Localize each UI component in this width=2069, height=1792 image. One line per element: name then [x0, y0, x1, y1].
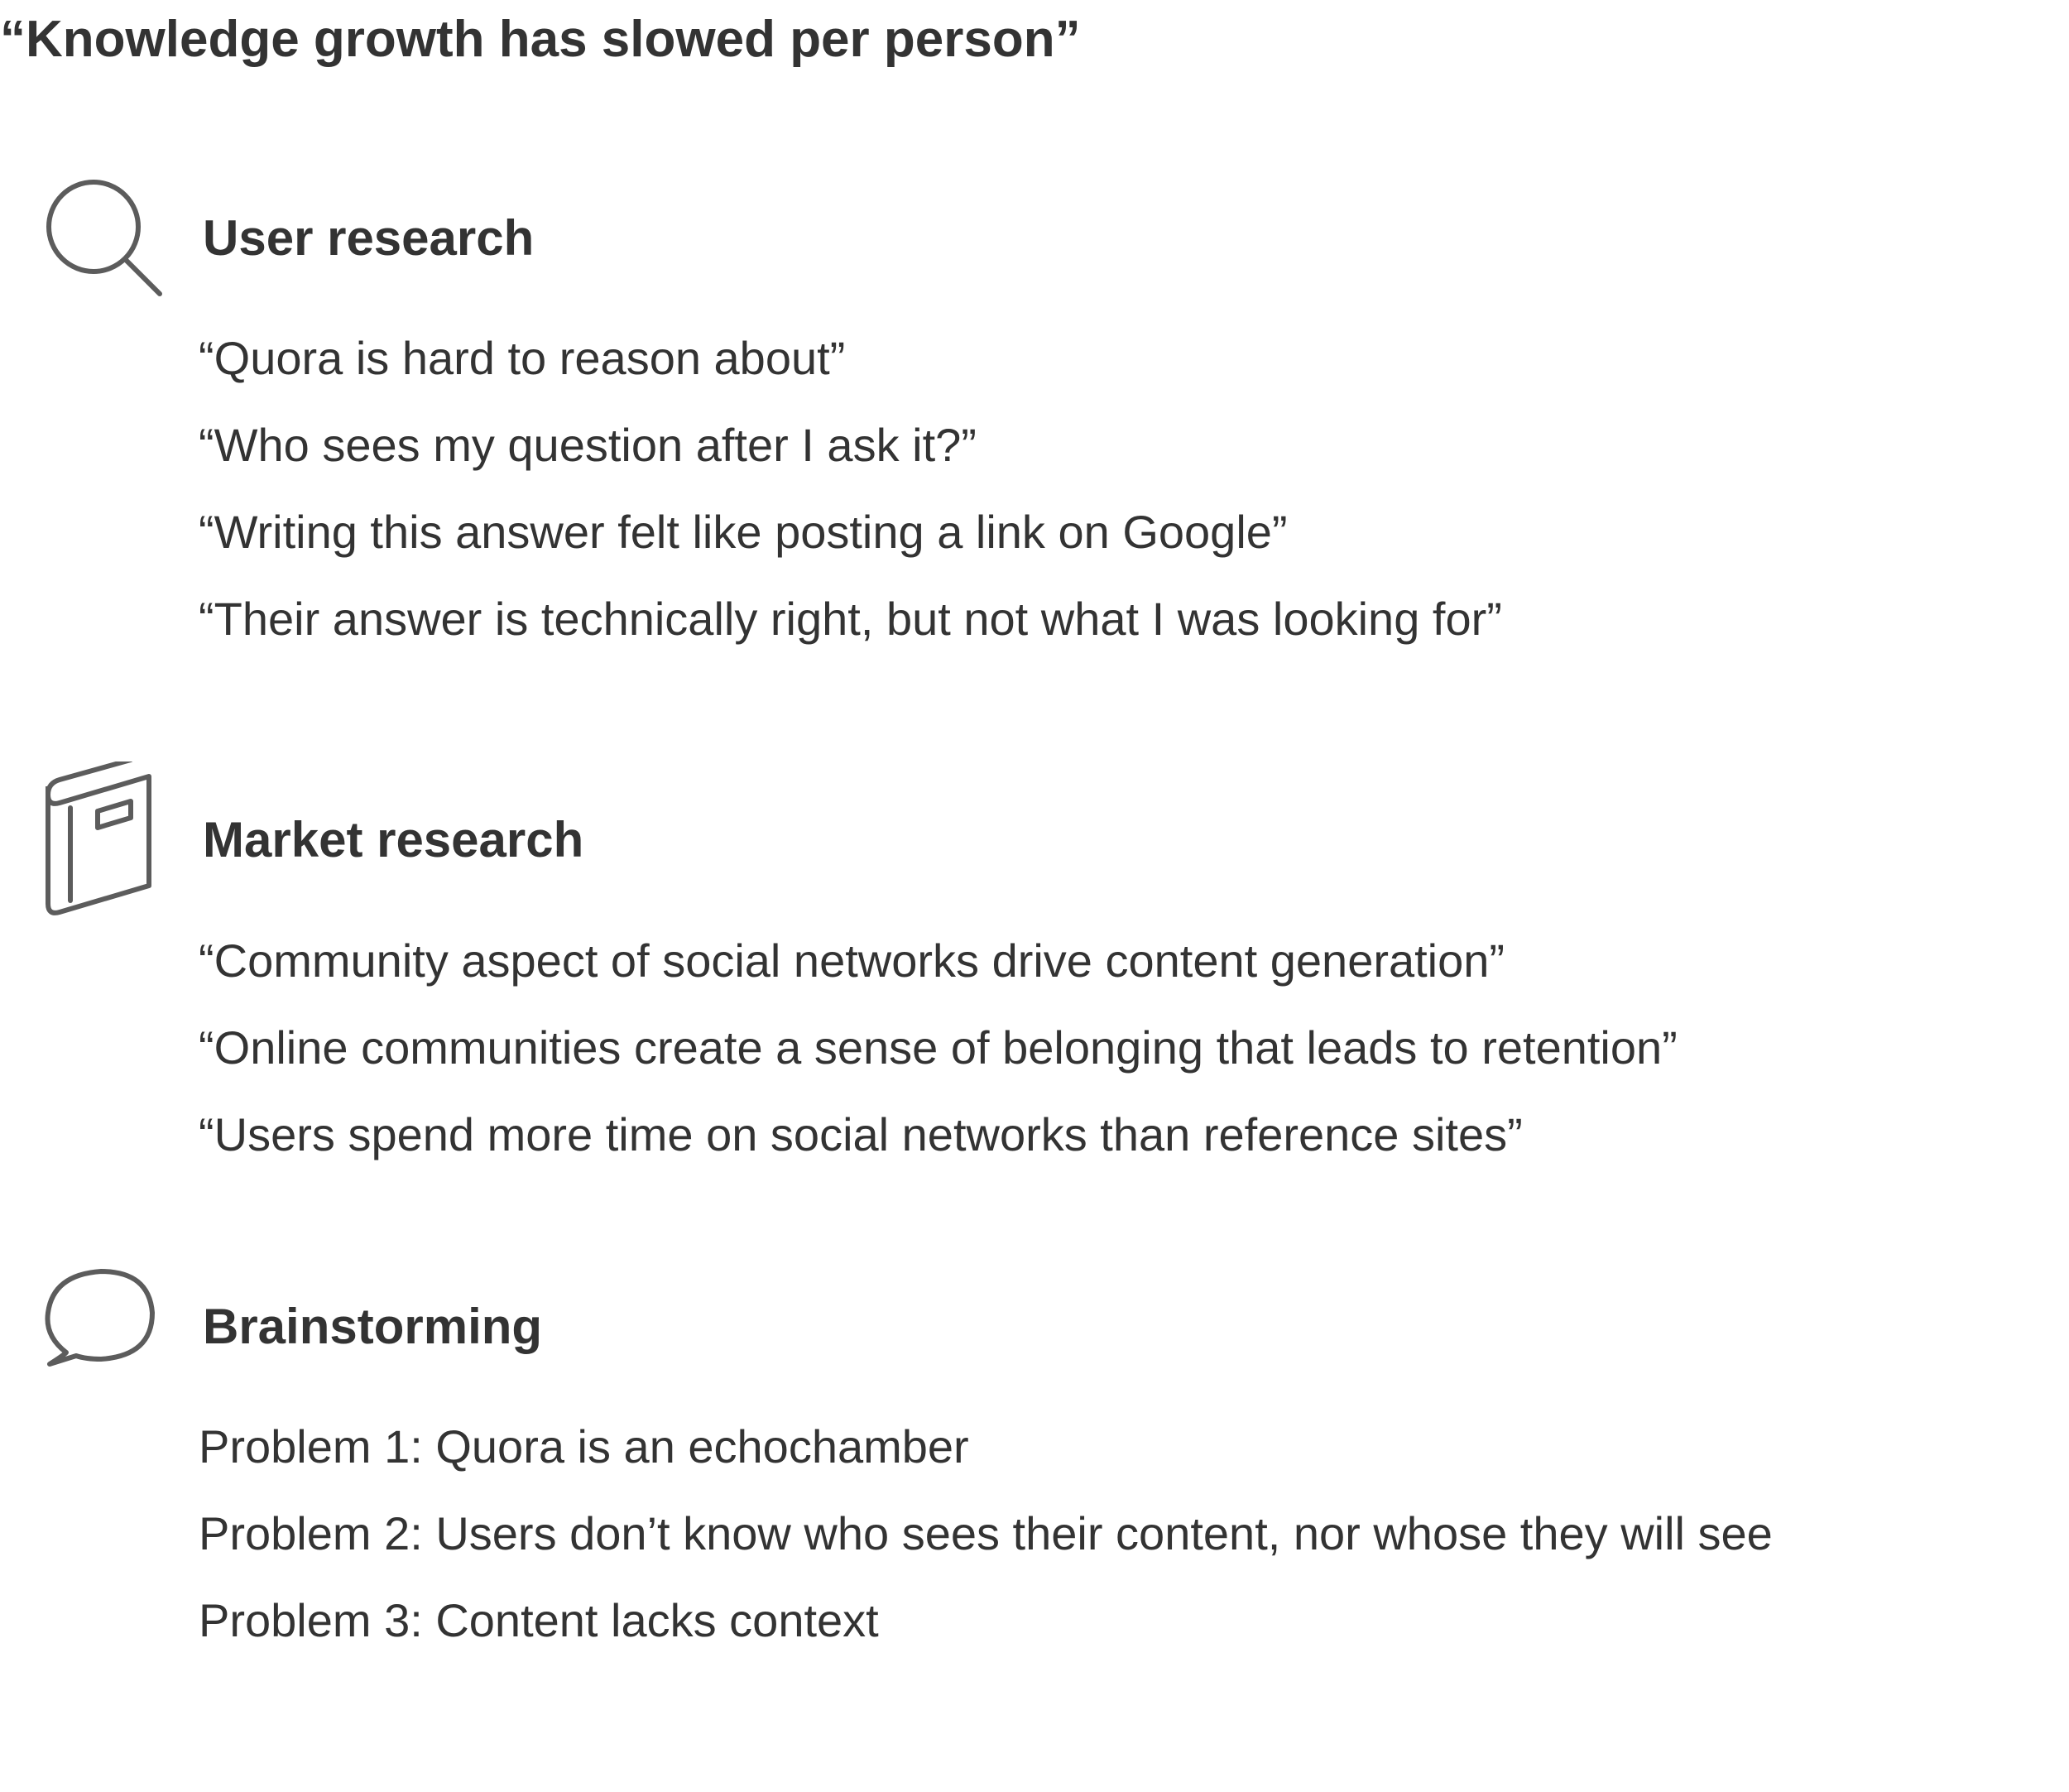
section-heading: Market research [203, 812, 584, 867]
list-item: Problem 2: Users don’t know who sees their content, nor whose they will see [199, 1507, 1773, 1559]
section-heading: Brainstorming [203, 1299, 543, 1354]
page-title: “Knowledge growth has slowed per person” [0, 11, 1081, 68]
quote-list [199, 1403, 1773, 1664]
list-item: “Their answer is technically right, but not what I was looking for” [199, 593, 1502, 645]
list-item: “Community aspect of social networks drive content generation” [199, 934, 1505, 987]
list-item: “Users spend more time on social networks than reference sites” [199, 1108, 1523, 1160]
search-icon [41, 174, 166, 306]
list-item: “Writing this answer felt like posting a link on Google” [199, 506, 1288, 558]
list-item: “Who sees my question after I ask it?” [199, 419, 977, 471]
list-item: “Quora is hard to reason about” [199, 332, 846, 384]
list-item: Problem 1: Quora is an echochamber [199, 1420, 969, 1473]
section-heading: User research [203, 210, 535, 266]
book-icon [41, 761, 166, 919]
list-item: Problem 3: Content lacks context [199, 1594, 879, 1646]
list-item: “Online communities create a sense of belonging that leads to retention” [199, 1021, 1678, 1074]
quote-list [199, 315, 1502, 662]
quote-list [199, 917, 1678, 1178]
speech-bubble-icon [41, 1266, 166, 1382]
